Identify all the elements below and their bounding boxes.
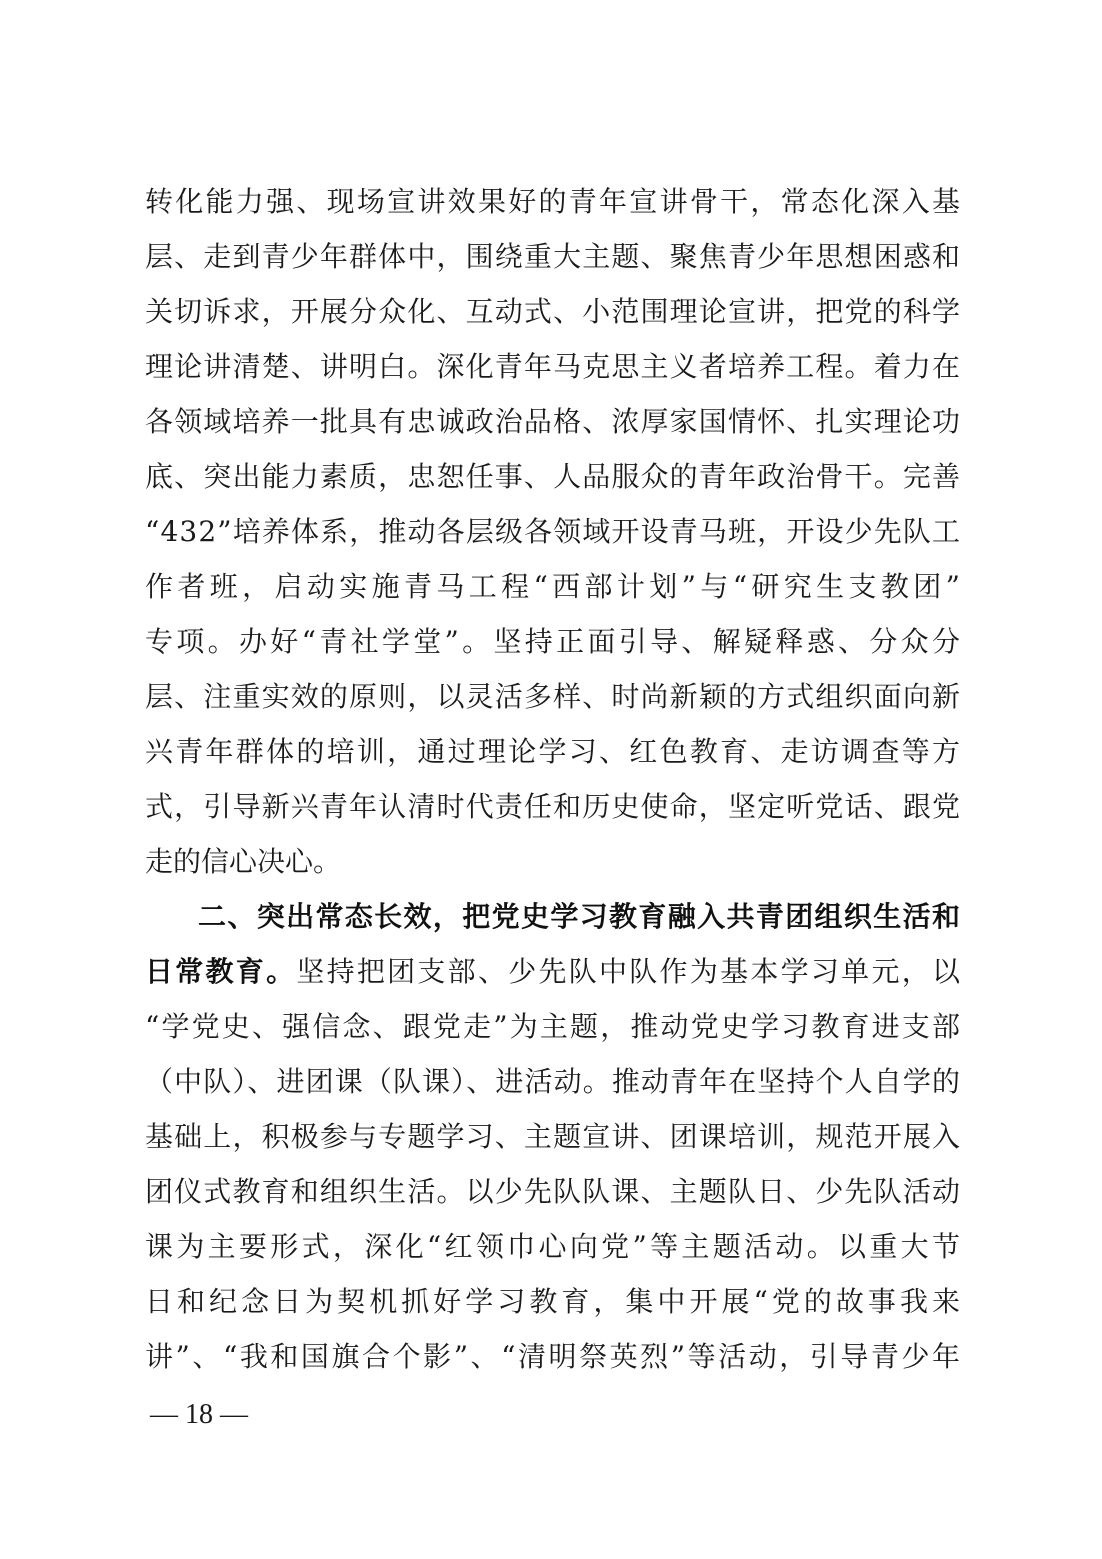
body-line: 式，引导新兴青年认清时代责任和历史使命，坚定听党话、跟党 (145, 790, 962, 823)
body-line: 专项。办好“青社学堂”。坚持正面引导、解疑释惑、分众分 (145, 625, 964, 658)
body-line: 层、注重实效的原则，以灵活多样、时尚新颖的方式组织面向新 (145, 680, 962, 713)
body-line: 转化能力强、现场宣讲效果好的青年宣讲骨干，常态化深入基 (145, 185, 963, 218)
body-line: 团仪式教育和组织生活。以少先队队课、主题队日、少先队活动 (145, 1175, 962, 1208)
body-line: 日常教育。坚持把团支部、少先队中队作为基本学习单元，以 (145, 955, 963, 988)
body-line: 走的信心决心。 (145, 845, 342, 878)
body-line: 层、走到青少年群体中，围绕重大主题、聚焦青少年思想困惑和 (145, 240, 962, 273)
body-line: “学党史、强信念、跟党走”为主题，推动党史学习教育进支部 (145, 1010, 963, 1043)
section-heading-continued: 日常教育。 (145, 955, 297, 988)
body-line: 理论讲清楚、讲明白。深化青年马克思主义者培养工程。着力在 (145, 350, 962, 383)
body-line: “432”培养体系，推动各层级各领域开设青马班，开设少先队工 (145, 515, 962, 548)
body-line: 兴青年群体的培训，通过理论学习、红色教育、走访调查等方 (145, 735, 963, 768)
page-number: — 18 — (150, 1399, 248, 1430)
body-line: 作者班，启动实施青马工程“西部计划”与“研究生支教团” (145, 570, 965, 603)
body-line: （中队）、进团课（队课）、进活动。推动青年在坚持个人自学的 (145, 1065, 962, 1098)
body-line: 课为主要形式，深化“红领巾心向党”等主题活动。以重大节 (145, 1230, 964, 1263)
body-line: 底、突出能力素质，忠恕任事、人品服众的青年政治骨干。完善 (145, 460, 962, 493)
body-line: 各领域培养一批具有忠诚政治品格、浓厚家国情怀、扎实理论功 (145, 405, 962, 438)
body-line: 日和纪念日为契机抓好学习教育，集中开展“党的故事我来 (145, 1285, 965, 1318)
section-heading: 二、突出常态长效，把党史学习教育融入共青团组织生活和 (198, 900, 962, 933)
body-line: 基础上，积极参与专题学习、主题宣讲、团课培训，规范开展入 (145, 1120, 962, 1153)
body-line: 关切诉求，开展分众化、互动式、小范围理论宣讲，把党的科学 (145, 295, 962, 328)
body-line: 讲”、“我和国旗合个影”、“清明祭英烈”等活动，引导青少年 (145, 1340, 963, 1373)
